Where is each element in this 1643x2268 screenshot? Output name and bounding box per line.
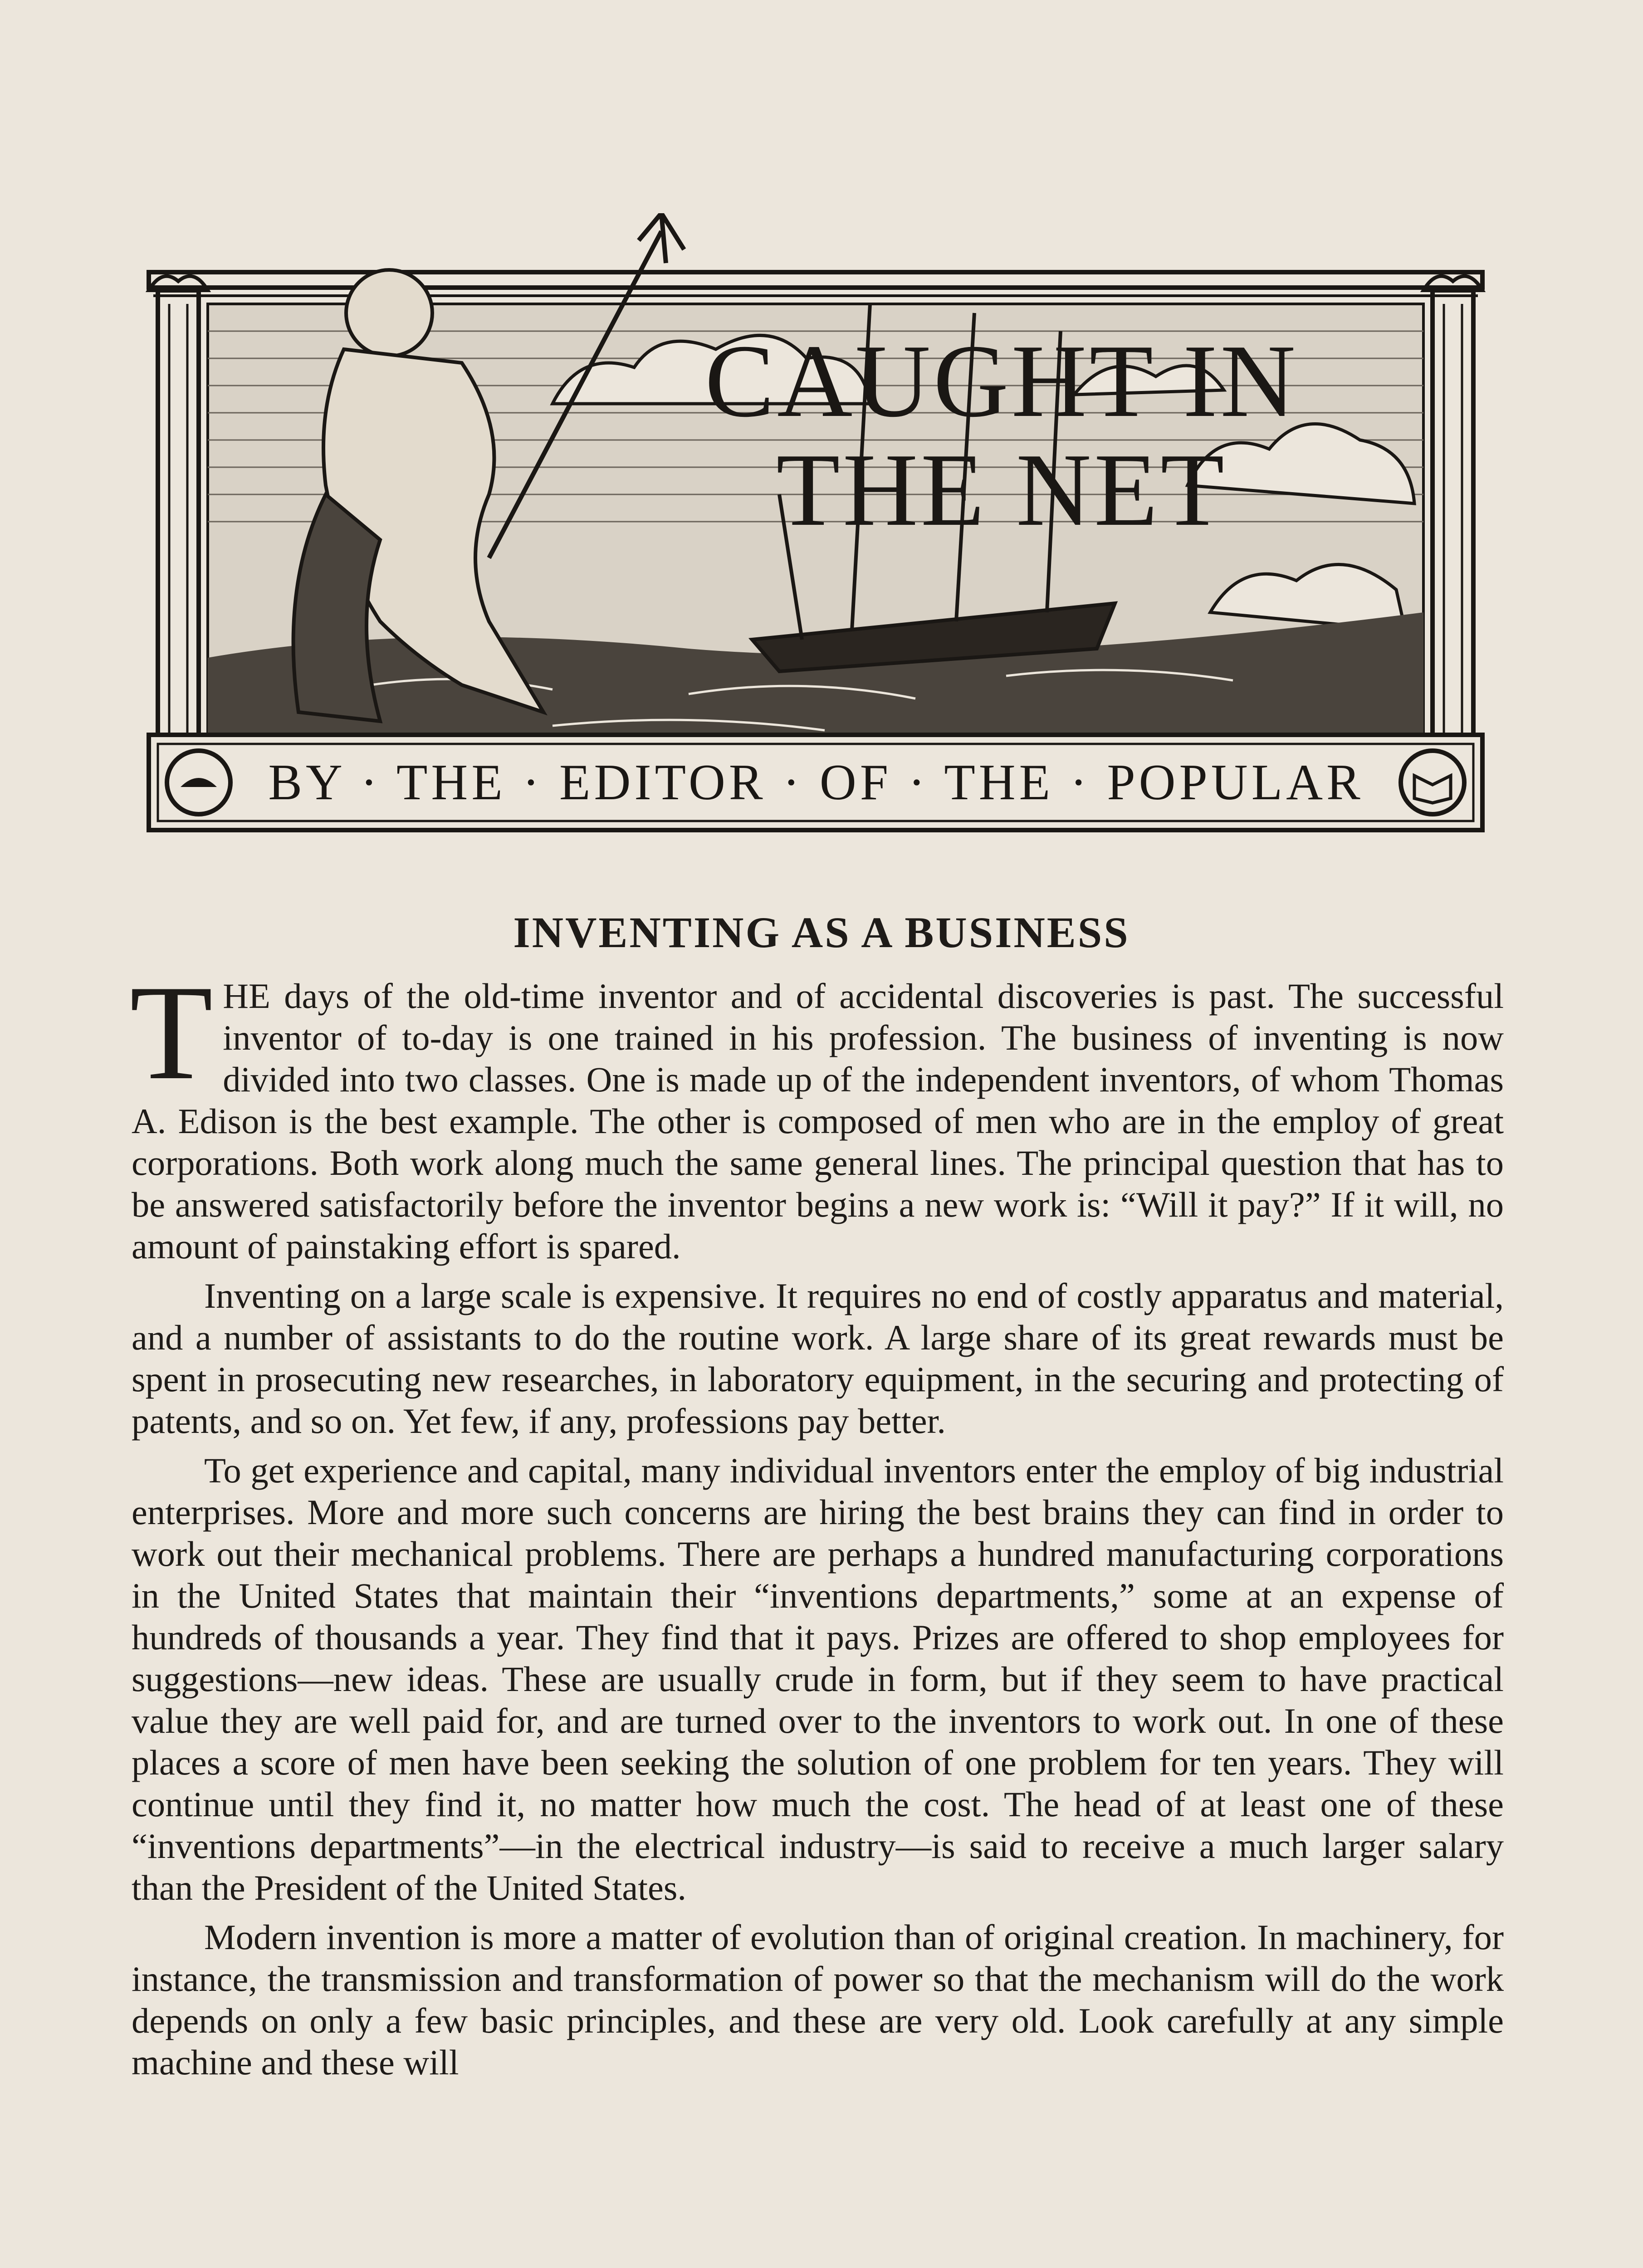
paragraph-3: To get experience and capital, many individual inventors enter the employ of big industrial enterprises. More and more such concerns are hiring the best brains they can find in order to work out their mechanical problems. There are perhaps a hundred manufacturing corporations in the United States that maintain their “inventions departments,” some at an expense of hundreds of thousands a year. They find that it pays. Prizes are offered to shop employees for suggestions—new ideas. These are usually crude in form, but if they seem to have practical value they are well paid for, and are turned over to the inventors to work out. In one of these places a score of men have been seeking the solution of one problem for ten years. They will continue until they find it, no matter how much the cost. The head of at least one of these “inventions departments”—in the electrical industry—is said to receive a much larger salary than the President of the United States.	[132, 1451, 1504, 1907]
paragraph-1-text: HE days of the old-time inventor and of accidental discoveries is past. The successful inventor of to-day is one trained in his profession. The business of inventing is now divided into two classes. One is made up of the independent inventors, of whom Thomas A. Edison is the best example. The other is composed of men who are in the employ of great corporations. Both work along much the same general lines. The principal question that has to be answered satisfactorily before the inventor begins a new work is: “Will it pay?” If it will, no amount of painstaking effort is spared.	[132, 976, 1504, 1266]
article-body	[130, 957, 1504, 2091]
paragraph-2: Inventing on a large scale is expensive. It requires no end of costly apparatus and material, and a number of assistants to do the routine work. A large share of its great rewards must be spent in prosecuting new researches, in laboratory equipment, in the securing and protecting of patents, and so on. Yet few, if any, professions pay better.	[132, 1276, 1504, 1441]
paragraph-1	[130, 957, 1504, 1267]
book-medallion-icon	[1401, 751, 1464, 814]
article-headline: INVENTING AS A BUSINESS	[513, 908, 1130, 957]
masthead-illustration	[144, 213, 1487, 857]
paragraph-4: Modern invention is more a matter of evolution than of original creation. In machinery, for instance, the transmission and transformation of power so that the mechanism will do the work depends on only a few basic principles, and these are very old. Look carefully at any simple machine and these will	[132, 1917, 1504, 2082]
masthead-title-line-2: THE NET	[776, 432, 1227, 547]
masthead-title-line-1: CAUGHT IN	[704, 323, 1299, 439]
masthead-title	[571, 323, 1433, 547]
masthead-byline: BY · THE · EDITOR · OF · THE · POPULAR	[268, 754, 1364, 811]
drop-cap: T	[130, 957, 213, 1108]
